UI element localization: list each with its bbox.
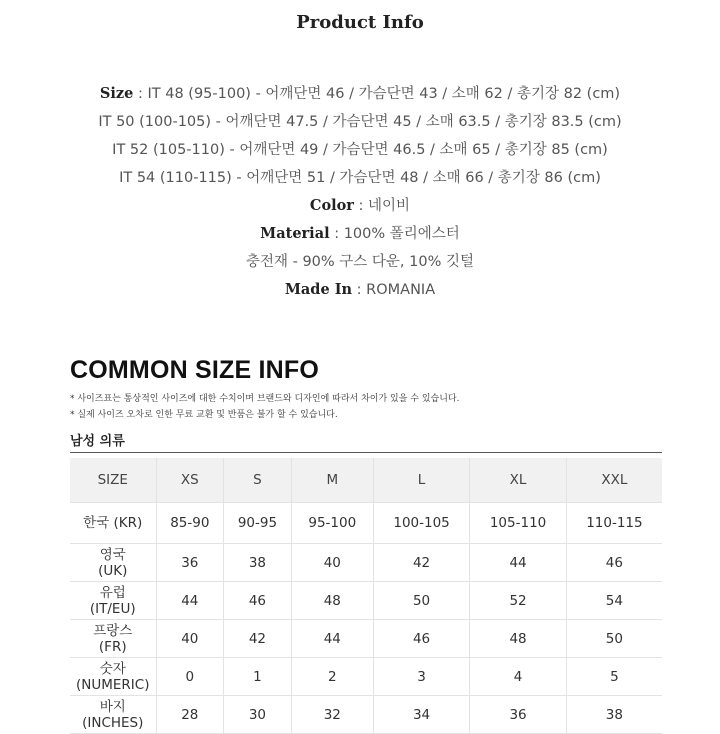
table-row bbox=[70, 544, 662, 582]
table-cell: 100-105 bbox=[373, 503, 469, 544]
size-notes bbox=[70, 391, 459, 423]
table-cell: 36 bbox=[470, 696, 566, 734]
material-label: Material bbox=[260, 225, 330, 242]
table-cell: 46 bbox=[224, 582, 292, 620]
size-value-2: IT 52 (105-110) - 어깨단면 49 / 가슴단면 46.5 / 소매 65 / 총기장 85 (cm) bbox=[112, 142, 608, 158]
table-row bbox=[70, 658, 662, 696]
row-label: 유럽 (IT/EU) bbox=[70, 582, 156, 620]
table-cell: 42 bbox=[224, 620, 292, 658]
table-cell: 46 bbox=[373, 620, 469, 658]
size-line: Size : IT 48 (95-100) - 어깨단면 46 / 가슴단면 43 / 소매 62 / 총기장 82 (cm) bbox=[99, 85, 621, 102]
material-line: Material : 100% 폴리에스터 bbox=[260, 225, 460, 242]
table-cell: 38 bbox=[224, 544, 292, 582]
table-cell: 4 bbox=[470, 658, 566, 696]
made-in-line: Made In : ROMANIA bbox=[284, 281, 436, 298]
column-header: XXL bbox=[566, 458, 662, 503]
made-in-value: ROMANIA bbox=[366, 282, 436, 298]
table-header-row bbox=[70, 458, 662, 503]
section-title-mens-clothing: 남성 의류 bbox=[70, 434, 125, 449]
table-cell: 46 bbox=[566, 544, 662, 582]
table-cell: 36 bbox=[156, 544, 224, 582]
table-cell: 105-110 bbox=[470, 503, 566, 544]
row-label: 숫자 (NUMERIC) bbox=[70, 658, 156, 696]
table-cell: 1 bbox=[224, 658, 292, 696]
table-cell: 85-90 bbox=[156, 503, 224, 544]
table-cell: 50 bbox=[566, 620, 662, 658]
table-cell: 3 bbox=[373, 658, 469, 696]
column-header: SIZE bbox=[70, 458, 156, 503]
size-value-0: IT 48 (95-100) - 어깨단면 46 / 가슴단면 43 / 소매 62 / 총기장 82 (cm) bbox=[147, 86, 621, 102]
table-cell: 48 bbox=[470, 620, 566, 658]
size-conversion-table bbox=[70, 458, 662, 734]
product-info-block bbox=[0, 80, 720, 304]
table-row bbox=[70, 582, 662, 620]
size-note-2: * 실제 사이즈 오차로 인한 무료 교환 및 반품은 불가 할 수 있습니다. bbox=[70, 410, 338, 420]
size-note-1: * 사이즈표는 통상적인 사이즈에 대한 수치이며 브랜드와 디자인에 따라서 차이가 있을 수 있습니다. bbox=[70, 394, 460, 404]
table-cell: 90-95 bbox=[224, 503, 292, 544]
table-cell: 95-100 bbox=[291, 503, 373, 544]
table-cell: 32 bbox=[291, 696, 373, 734]
table-row bbox=[70, 620, 662, 658]
size-value-3: IT 54 (110-115) - 어깨단면 51 / 가슴단면 48 / 소매 66 / 총기장 86 (cm) bbox=[119, 170, 601, 186]
table-cell: 2 bbox=[291, 658, 373, 696]
table-cell: 52 bbox=[470, 582, 566, 620]
table-cell: 54 bbox=[566, 582, 662, 620]
table-cell: 44 bbox=[156, 582, 224, 620]
table-cell: 42 bbox=[373, 544, 469, 582]
row-label: 영국 (UK) bbox=[70, 544, 156, 582]
table-cell: 40 bbox=[291, 544, 373, 582]
table-cell: 28 bbox=[156, 696, 224, 734]
table-cell: 44 bbox=[291, 620, 373, 658]
product-info-title: Product Info bbox=[296, 12, 424, 33]
table-cell: 30 bbox=[224, 696, 292, 734]
made-in-label: Made In bbox=[284, 281, 353, 298]
column-header: XS bbox=[156, 458, 224, 503]
table-row bbox=[70, 696, 662, 734]
table-cell: 44 bbox=[470, 544, 566, 582]
material-value: 100% 폴리에스터 bbox=[343, 226, 460, 242]
row-label: 프랑스 (FR) bbox=[70, 620, 156, 658]
table-cell: 0 bbox=[156, 658, 224, 696]
table-cell: 110-115 bbox=[566, 503, 662, 544]
column-header: XL bbox=[470, 458, 566, 503]
column-header: L bbox=[373, 458, 469, 503]
row-label: 바지 (INCHES) bbox=[70, 696, 156, 734]
row-label: 한국 (KR) bbox=[70, 503, 156, 544]
column-header: S bbox=[224, 458, 292, 503]
table-cell: 38 bbox=[566, 696, 662, 734]
table-row bbox=[70, 503, 662, 544]
color-label: Color bbox=[309, 197, 354, 214]
filling-line: 충전재 - 90% 구스 다운, 10% 깃털 bbox=[245, 254, 474, 270]
size-value-1: IT 50 (100-105) - 어깨단면 47.5 / 가슴단면 45 / 소매 63.5 / 총기장 83.5 (cm) bbox=[98, 114, 622, 130]
table-cell: 5 bbox=[566, 658, 662, 696]
column-header: M bbox=[291, 458, 373, 503]
color-value: 네이비 bbox=[368, 198, 411, 214]
common-size-info-heading: COMMON SIZE INFO bbox=[70, 356, 320, 384]
table-cell: 34 bbox=[373, 696, 469, 734]
size-label: Size bbox=[99, 85, 134, 102]
section-divider bbox=[70, 452, 662, 453]
table-cell: 48 bbox=[291, 582, 373, 620]
table-cell: 40 bbox=[156, 620, 224, 658]
color-line: Color : 네이비 bbox=[309, 197, 411, 214]
table-cell: 50 bbox=[373, 582, 469, 620]
